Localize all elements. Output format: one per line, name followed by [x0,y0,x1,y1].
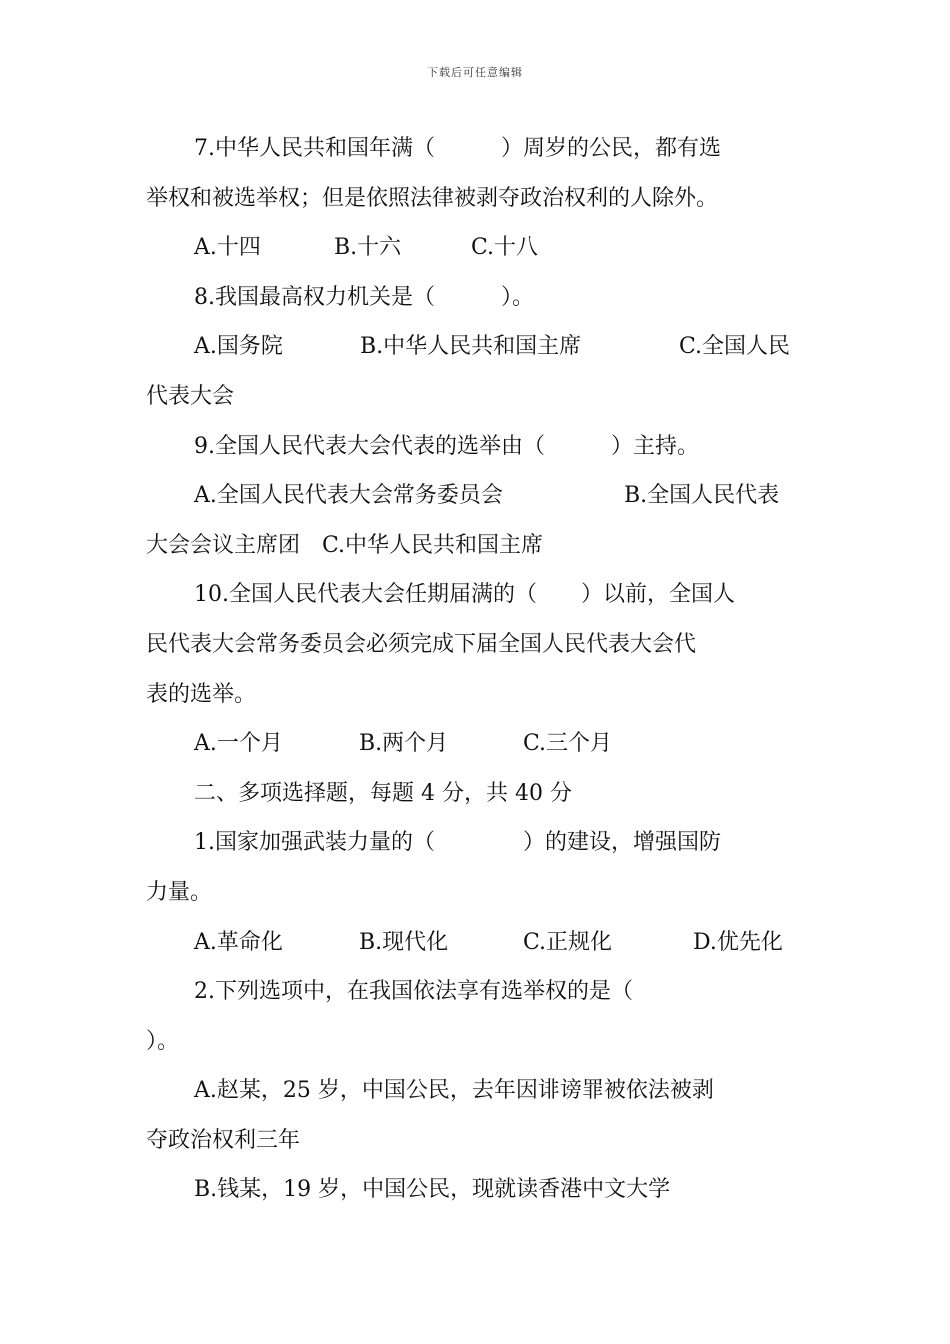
question-10-option-b: B.两个月 [359,731,449,757]
multi-question-1-option-c: C.正规化 [523,929,613,955]
question-8-option-a: A.国务院 [194,334,283,360]
question-10-options [146,719,806,769]
multi-question-1-option-d: D.优先化 [693,929,783,955]
multi-question-1-stem-cont: 力量。 [146,879,213,905]
question-8-option-c: C.全国人民 [679,334,791,360]
multi-question-1-option-a: A.革命化 [194,929,283,955]
question-9-options-cont: 大会会议主席团 C.中华人民共和国主席 [146,532,544,558]
question-9-option-b: B.全国人民代表 [624,483,780,509]
question-9-stem: 9.全国人民代表大会代表的选举由（ ）主持。 [194,433,699,459]
question-10-option-a: A.一个月 [194,731,283,757]
multi-question-2-stem: 2.下列选项中，在我国依法享有选举权的是（ [194,979,633,1005]
multi-question-2-stem-cont: ）。 [146,1028,180,1054]
multi-question-2-option-b: B.钱某，19 岁，中国公民，现就读香港中文大学 [194,1177,671,1203]
question-10-stem-end: 表的选举。 [146,681,257,707]
question-8-stem: 8.我国最高权力机关是（ ）。 [194,284,534,310]
question-7-option-c: C.十八 [471,235,539,261]
question-8-option-c-cont: 代表大会 [146,383,235,409]
question-10-option-c: C.三个月 [523,731,613,757]
section-heading: 二、多项选择题，每题 4 分，共 40 分 [194,780,572,806]
question-7-stem-cont: 举权和被选举权；但是依照法律被剥夺政治权利的人除外。 [146,185,719,211]
multi-question-1-option-b: B.现代化 [359,929,449,955]
question-10-stem-cont: 民代表大会常务委员会必须完成下届全国人民代表大会代 [146,631,697,657]
question-9-option-a: A.全国人民代表大会常务委员会 [194,483,503,509]
question-7-option-a: A.十四 [194,235,261,261]
multi-question-1-stem: 1.国家加强武装力量的（ ）的建设，增强国防 [194,830,721,856]
question-7-stem: 7.中华人民共和国年满（ ）周岁的公民，都有选 [194,136,721,161]
question-7-options [146,223,806,273]
multi-question-2-option-a-cont: 夺政治权利三年 [146,1127,301,1153]
multi-question-1-options [146,918,806,968]
question-10-stem: 10.全国人民代表大会任期届满的（ ）以前，全国人 [194,582,735,608]
question-8-options [146,322,806,372]
question-7-option-b: B.十六 [334,235,402,261]
page-header: 下载后可任意编辑 [427,66,523,79]
question-8-option-b: B.中华人民共和国主席 [360,334,582,360]
document-body [146,124,806,1215]
multi-question-2-option-a: A.赵某，25 岁，中国公民，去年因诽谤罪被依法被剥 [194,1078,714,1104]
question-9-options [146,471,806,521]
